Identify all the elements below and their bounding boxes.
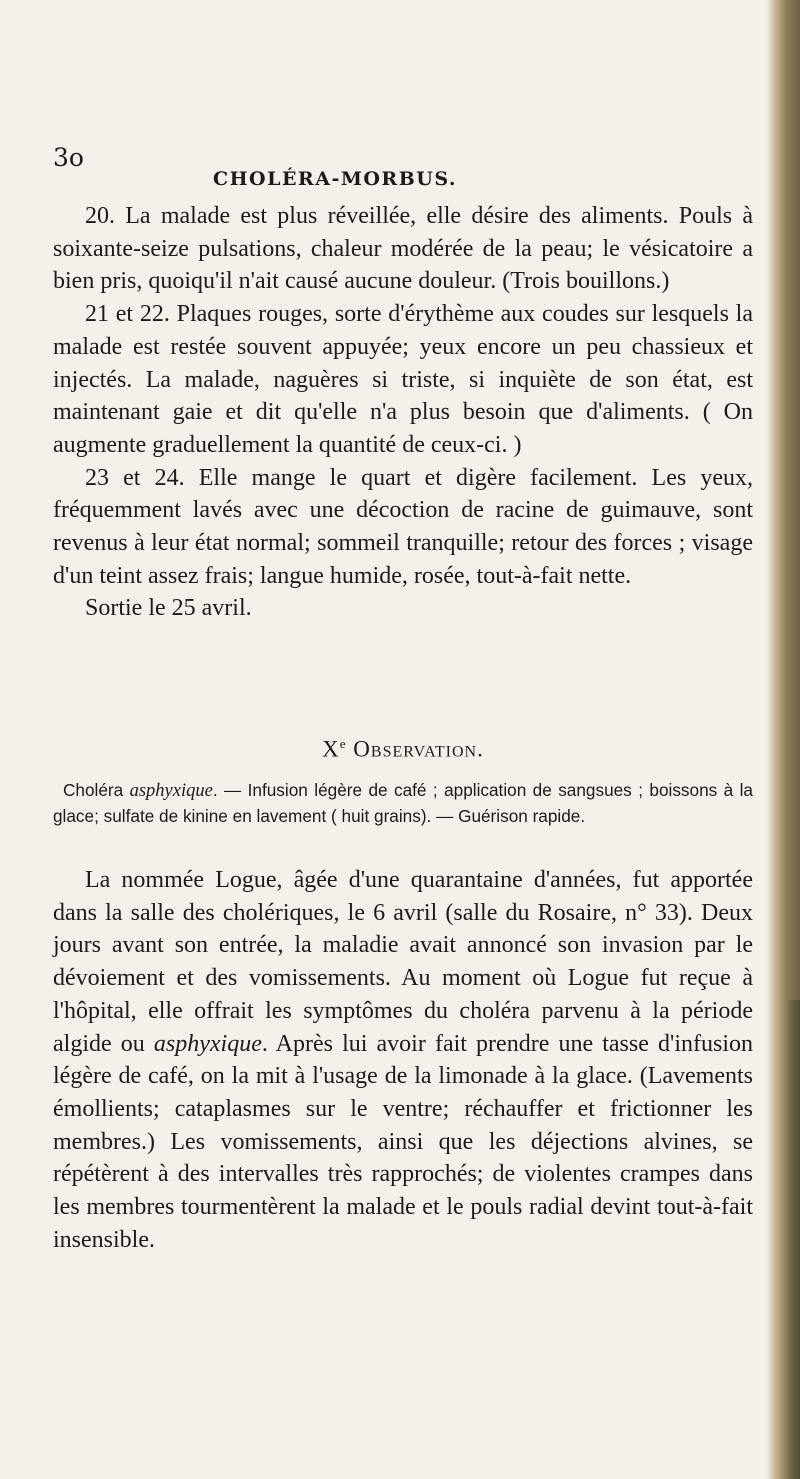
case-description bbox=[53, 864, 753, 1256]
daily-notes bbox=[53, 200, 753, 625]
summary-start: Choléra bbox=[63, 780, 130, 800]
case-rest: . Après lui avoir fait prendre une tasse d'infusion légère de café, on la mit à l'usage de la limonade à la glace. (Lavements émollients; cataplasmes sur le ventre; réchauffer et frictionner les membres.) Les vomissements, ainsi que les déjections alvines, se répétèrent à des intervalles très rapprochés; de violentes crampes dans les membres tourmentèrent la malade et le pouls radial devint tout-à-fait insensible. bbox=[53, 1030, 753, 1253]
observation-heading bbox=[53, 736, 753, 763]
summary-rest: . — Infusion légère de café ; application de sangsues ; boissons à la glace; sulfate de kinine en lavement ( huit grains). — Guérison rapide. bbox=[53, 780, 753, 826]
observation-title: Observation. bbox=[353, 736, 484, 762]
summary-italic: asphyxique bbox=[129, 781, 213, 801]
paragraph-discharge: Sortie le 25 avril. bbox=[85, 595, 252, 622]
observation-summary bbox=[53, 778, 753, 829]
paragraph-day-23-24: 23 et 24. Elle mange le quart et digère facilement. Les yeux, fréquemment lavés avec une décoction de racine de guimauve, sont revenus à leur état normal; sommeil tranquille; retour des forces ; visage d'un teint assez frais; langue humide, rosée, tout-à-fait nette. bbox=[53, 464, 753, 589]
case-italic: asphyxique bbox=[153, 1030, 262, 1057]
case-start: La nommée Logue, âgée d'une quarantaine d'années, fut apportée dans la salle des cholériques, le 6 avril (salle du Rosaire, n° 33). Deux jours avant son entrée, la maladie avait annoncé son invasion par le dévoiement et des vomissements. Au moment où Logue fut reçue à l'hôpital, elle offrait les symptômes du choléra parvenu à la période algide ou bbox=[53, 867, 753, 1057]
observation-numeral: X bbox=[322, 736, 340, 762]
paragraph-day-20: 20. La malade est plus réveillée, elle désire des aliments. Pouls à soixante-seize pulsations, chaleur modérée de la peau; le vésicatoire a bien pris, quoiqu'il n'ait causé aucune douleur. (Trois bouillons.) bbox=[53, 203, 753, 295]
paragraph-day-21-22: 21 et 22. Plaques rouges, sorte d'érythème aux coudes sur lesquels la malade est restée souvent appuyée; yeux encore un peu chassieux et injectés. La malade, naguères si triste, si inquiète de son état, est maintenant gaie et dit qu'elle n'a plus besoin que d'aliments. ( On augmente graduellement la quantité de ceux-ci. ) bbox=[53, 301, 753, 458]
case-paragraph bbox=[53, 864, 753, 1256]
page-edge-shadow-lower bbox=[786, 1000, 800, 1479]
running-head: CHOLÉRA-MORBUS. bbox=[212, 168, 458, 190]
observation-superscript: e bbox=[339, 736, 347, 751]
page-number: 3o bbox=[53, 143, 84, 172]
